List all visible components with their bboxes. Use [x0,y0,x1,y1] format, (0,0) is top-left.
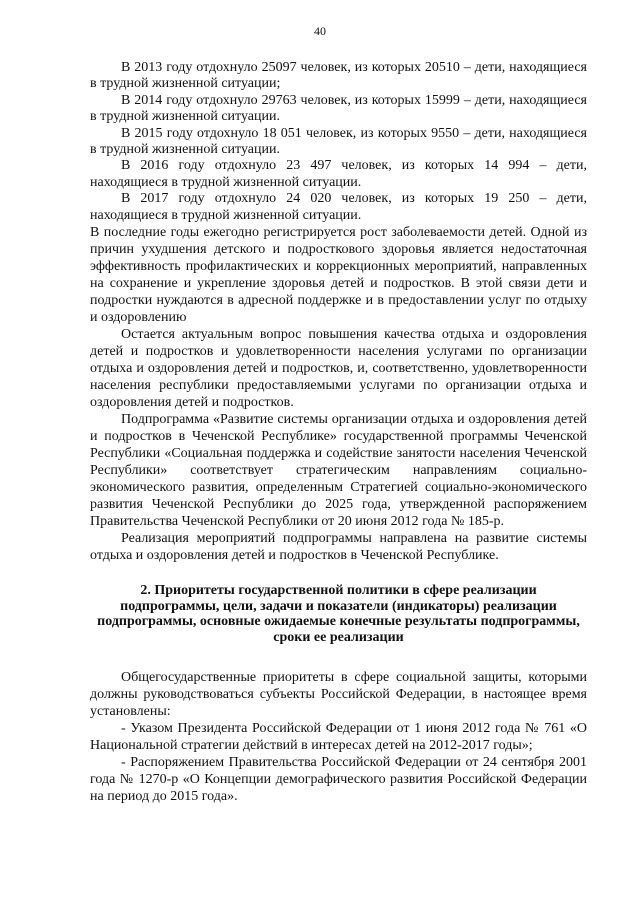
implementation-paragraph: Реализация мероприятий подпрограммы направлена на развитие системы отдыха и оздоровления детей и подростков в Чеченской Республике. [90,531,587,564]
priorities-list-item: - Указом Президента Российской Федерации от 1 июня 2012 года № 761 «О Национальной стратегии действий в интересах детей на 2012-2017 годы»; [90,721,587,754]
morbidity-paragraph: В последние годы ежегодно регистрируется рост заболеваемости детей. Одной из причин ухудшения детского и подросткового здоровья является недостаточная эффективность профилактических и коррекционных мероприятий, направленных на сохранение и укрепление здоровья детей и подростков. В этой связи дети и подростки нуждаются в адресной поддержке и в предоставлении услуг по отдыху и оздоровлению [90,225,587,326]
document-body [90,60,587,805]
priorities-list-item: - Распоряжением Правительства Российской Федерации от 24 сентября 2001 года № 1270-р «О Концепции демографического развития Российской Федерации на период до 2015 года». [90,755,587,805]
subprogram-paragraph: Подпрограмма «Развитие системы организации отдыха и оздоровления детей и подростков в Чеченской Республике» государственной программы Чеченской Республики «Социальная поддержка и содействие занятости населения Чеченской Республики» соответствует стратегическим направлениям социально-экономического развития, определенным Стратегией социально-экономического развития Чеченской Республики до 2025 года, утвержденной распоряжением Правительства Чеченской Республики от 20 июня 2012 года № 185-р. [90,412,587,530]
quality-paragraph: Остается актуальным вопрос повышения качества отдыха и оздоровления детей и подростков и удовлетворенности населения услугами по организации отдыха и оздоровления детей и подростков, и, соответственно, удовлетворенности населения республики предоставляемыми услугами по организации отдыха и оздоровления детей и подростков. [90,327,587,411]
stat-paragraph-2017: В 2017 году отдохнуло 24 020 человек, из которых 19 250 – дети, находящиеся в трудной жизненной ситуации. [90,191,587,223]
section-heading: 2. Приоритеты государственной политики в сфере реализации подпрограммы, цели, задачи и показатели (индикаторы) реализации подпрограммы, основные ожидаемые конечные результаты подпрограммы, сроки ее реализации [97,583,580,645]
stat-paragraph-2015: В 2015 году отдохнуло 18 051 человек, из которых 9550 – дети, находящиеся в трудной жизненной ситуации. [90,125,587,158]
priorities-intro-paragraph: Общегосударственные приоритеты в сфере социальной защиты, которыми должны руководствоваться субъекты Российской Федерации, в настоящее время установлены: [90,670,587,720]
stat-paragraph-2014: В 2014 году отдохнуло 29763 человек, из которых 15999 – дети, находящиеся в трудной жизненной ситуации. [90,92,587,125]
page-number: 40 [314,24,326,38]
stat-paragraph-2013: В 2013 году отдохнуло 25097 человек, из которых 20510 – дети, находящиеся в трудной жизненной ситуации; [90,60,587,92]
stat-paragraph-2016: В 2016 году отдохнуло 23 497 человек, из которых 14 994 – дети, находящиеся в трудной жизненной ситуации. [90,158,587,190]
